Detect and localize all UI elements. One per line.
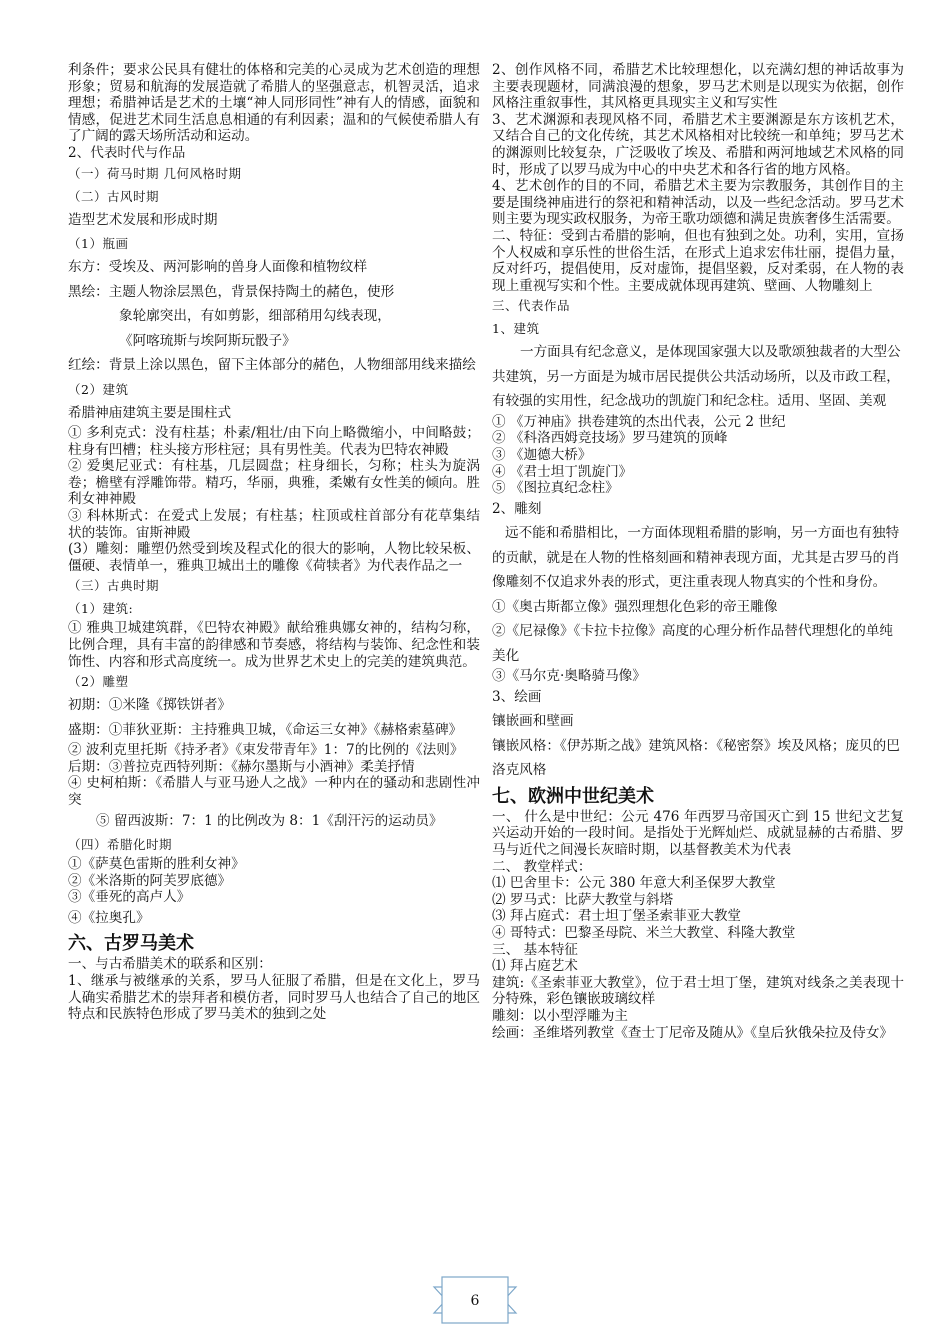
left-paragraph-7: 黑绘：主题人物涂层黑色，背景保持陶土的赭色，使形 (68, 283, 395, 300)
left-subheading-5: （1）瓶画 (68, 236, 129, 252)
left-paragraph-30: ③《垂死的高卢人》 (68, 889, 191, 906)
left-subheading-2: （一）荷马时期 几何风格时期 (68, 165, 242, 181)
page-number: 6 (470, 1293, 480, 1309)
left-paragraph-13: ① 多利克式：没有柱基；朴素/粗壮/由下向上略微缩小，中间略鼓；柱身有凹槽；柱头接方形柱冠；具有男性美。代表为巴特农神殿 (68, 425, 480, 458)
right-paragraph-0: 2、创作风格不同，希腊艺术比较理想化，以充满幻想的神话故事为主要表现题材，同满浪漫的想象，罗马艺术则是以现实为依据，创作风格注重叙事性，其风格更具现实主义和写实性 (492, 62, 904, 112)
left-paragraph-15: ③ 科林斯式：在爱式上发展；有柱基；柱顶或柱首部分有花草集结状的装饰。宙斯神殿 (68, 508, 480, 541)
right-subheading-5: 1、建筑 (492, 321, 540, 337)
right-paragraph-24: ⑵ 罗马式：比萨大教堂与斜塔 (492, 891, 674, 908)
left-paragraph-33: 一、与古希腊美术的联系和区别： (68, 956, 272, 973)
left-paragraph-31: ④《拉奥孔》 (68, 909, 150, 926)
left-subheading-3: （二）古风时期 (68, 188, 160, 204)
left-paragraph-9: 《阿喀琉斯与埃阿斯玩骰子》 (119, 332, 296, 349)
right-paragraph-8: ② 《科洛西姆竞技场》罗马建筑的顶峰 (492, 430, 728, 447)
left-paragraph-19: ① 雅典卫城建筑群，《巴特农神殿》献给雅典娜女神的，结构匀称，比例合理，具有丰富的韵律感和节奏感，将结构与装饰、纪念性和装饰性、内容和形式高度统一。成为世界艺术史上的完美的建筑典范。 (68, 620, 480, 670)
right-paragraph-23: ⑴ 巴舍里卡：公元 380 年意大利圣保罗大教堂 (492, 875, 776, 892)
right-paragraph-6: 一方面具有纪念意义，是体现国家强大以及歌颂独裁者的大型公共建筑，另一方面是为城市居民提供公共活动场所，以及市政工程，有较强的实用性，纪念战功的凯旋门和纪念柱。适用、坚固、美观 (492, 344, 901, 410)
left-subheading-20: （2）雕塑 (68, 674, 129, 690)
left-paragraph-29: ②《米洛斯的阿芙罗底德》 (68, 872, 232, 889)
right-paragraph-1: 3、艺术渊源和表现风格不同，希腊艺术主要渊源是东方该机艺术，又结合自己的文化传统，其艺术风格相对比较统一和单纯；罗马艺术的渊源则比较复杂，广泛吸收了埃及、希腊和两河地域艺术风格的同时，形成了以罗马成为中心的中央艺术和各行省的地方风格。 (492, 111, 904, 178)
right-paragraph-28: ⑴ 拜占庭艺术 (492, 958, 578, 975)
left-paragraph-24: 后期：③普拉克西特列斯：《赫尔墨斯与小酒神》柔美抒情 (68, 758, 415, 775)
left-subheading-18: （1）建筑: (68, 601, 134, 617)
left-paragraph-26: ⑤ 留西波斯：7：1 的比例改为 8：1《刮汗污的运动员》 (96, 812, 443, 829)
right-subheading-4: 三、代表作品 (492, 298, 571, 314)
right-paragraph-18: 镶嵌画和壁画 (492, 713, 574, 730)
left-subheading-27: （四）希腊化时期 (68, 837, 173, 853)
right-paragraph-19: 镶嵌风格：《伊苏斯之战》建筑风格：《秘密祭》埃及风格；庞贝的巴洛克风格 (492, 737, 900, 779)
left-column (68, 62, 480, 1023)
left-paragraph-12: 希腊神庙建筑主要是围柱式 (68, 404, 232, 421)
right-paragraph-10: ④ 《君士坦丁凯旋门》 (492, 463, 633, 480)
right-column (492, 62, 904, 1041)
right-paragraph-25: ⑶ 拜占庭式：君士坦丁堡圣索菲亚大教堂 (492, 908, 742, 925)
right-paragraph-21: 一、 什么是中世纪：公元 476 年西罗马帝国灭亡到 15 世纪文艺复兴运动开始的一段时间。是指处于光辉灿烂、成就显赫的古希腊、罗马与近代之间漫长灰暗时期，以基督教美术为代表 (492, 808, 904, 859)
right-paragraph-7: ① 《万神庙》拱卷建筑的杰出代表，公元 2 世纪 (492, 413, 786, 430)
left-subheading-11: （2）建筑 (68, 381, 129, 397)
right-paragraph-14: ①《奥古斯都立像》强烈理想化色彩的帝王雕像 (492, 598, 778, 615)
right-paragraph-31: 绘画：圣维塔列教堂《查士丁尼帝及随从》《皇后狄俄朵拉及侍女》 (492, 1024, 894, 1041)
left-paragraph-0: 利条件；要求公民具有健壮的体格和完美的心灵成为艺术创造的理想形象；贸易和航海的发展造就了希腊人的坚强意志，机智灵活，追求理想；希腊神话是艺术的土壤“神人同形同性”神有人的情感，面貌和情感，促进艺术同生活息息相通的有利因素；温和的气候使希腊人有了广阔的露天场所活动和运动。 (68, 62, 480, 145)
right-paragraph-15: ②《尼禄像》《卡拉卡拉像》高度的心理分析作品替代理想化的单纯美化 (492, 623, 894, 664)
left-section-heading-32: 六、古罗马美术 (68, 933, 194, 955)
right-paragraph-22: 二、 教堂样式： (492, 858, 592, 875)
right-paragraph-12: 2、雕刻 (492, 500, 542, 517)
left-paragraph-8: 象轮廓突出，有如剪影，细部稍用勾线表现， (119, 308, 391, 325)
left-paragraph-25: ④ 史柯柏斯：《希腊人与亚马逊人之战》一种内在的骚动和悲剧性冲突 (68, 775, 480, 808)
left-subheading-17: （三）古典时期 (68, 578, 160, 594)
right-paragraph-13: 远不能和希腊相比，一方面体现粗希腊的影响，另一方面也有独特的贡献，就是在人物的性格刻画和精神表现方面，尤其是古罗马的肖像雕刻不仅追求外表的形式，更注重表现人物真实的个性和身份。 (492, 525, 900, 591)
right-paragraph-27: 三、 基本特征 (492, 941, 578, 958)
right-paragraph-17: 3、绘画 (492, 688, 542, 705)
left-paragraph-4: 造型艺术发展和形成时期 (68, 211, 218, 228)
right-paragraph-3: 二、特征：受到古希腊的影响，但也有独到之处。功利，实用，宣扬个人权威和享乐性的世俗生活，在形式上追求宏伟壮丽，提倡力量，反对纤巧，提倡使用，反对虚饰，提倡坚毅，反对柔弱，在人物的表现上重视写实和个性。主要成就体现再建筑、壁画、人物雕刻上 (492, 227, 904, 294)
left-paragraph-6: 东方：受埃及、两河影响的兽身人面像和植物纹样 (68, 259, 368, 276)
right-paragraph-26: ④ 哥特式：巴黎圣母院、米兰大教堂、科隆大教堂 (492, 925, 796, 942)
right-paragraph-30: 雕刻：以小型浮雕为主 (492, 1008, 628, 1024)
left-paragraph-10: 红绘：背景上涂以黑色，留下主体部分的赭色，人物细部用线来描绘 (68, 357, 476, 374)
left-paragraph-14: ② 爱奥尼亚式：有柱基，几层圆盘；柱身细长，匀称；柱头为旋涡卷；檐壁有浮雕饰带。精巧，华丽，典雅，柔嫩有女性美的倾向。胜利女神神殿 (68, 458, 480, 508)
left-paragraph-1: 2、代表时代与作品 (68, 144, 186, 161)
left-paragraph-23: ② 波利克里托斯《持矛者》《束发带青年》1：7的比例的《法则》 (68, 742, 464, 759)
left-paragraph-22: 盛期：①菲狄亚斯：主持雅典卫城，《命运三女神》《赫格索墓碑》 (68, 721, 463, 738)
right-paragraph-29: 建筑:《圣索菲亚大教堂》，位于君士坦丁堡，建筑对线条之美表现十分特殊，彩色镶嵌玻璃纹样 (492, 974, 904, 1008)
left-paragraph-16: (3）雕刻：雕塑仍然受到埃及程式化的很大的影响，人物比较呆板、僵硬、表情单一，雅典卫城出土的雕像《荷犊者》为代表作品之一 (68, 541, 480, 574)
left-paragraph-28: ①《萨莫色雷斯的胜利女神》 (68, 856, 245, 873)
right-section-heading-20: 七、欧洲中世纪美术 (492, 785, 654, 807)
right-paragraph-11: ⑤ 《图拉真纪念柱》 (492, 480, 619, 497)
right-paragraph-2: 4、艺术创作的目的不同，希腊艺术主要为宗教服务，其创作目的主要是围绕神庙进行的祭祀和精神活动，以及一些纪念活动。罗马艺术则主要为现实政权服务，为帝王歌功颂德和满足贵族奢侈生活需要。 (492, 178, 904, 228)
left-paragraph-34: 1、继承与被继承的关系，罗马人征服了希腊，但是在文化上，罗马人确实希腊艺术的崇拜者和模仿者，同时罗马人也结合了自己的地区特点和民族特色形成了罗马美术的独到之处 (68, 972, 480, 1023)
right-paragraph-9: ③ 《迦德大桥》 (492, 447, 592, 463)
left-paragraph-21: 初期：①米隆《掷铁饼者》 (68, 697, 232, 714)
right-paragraph-16: ③《马尔克·奥略骑马像》 (492, 668, 646, 685)
